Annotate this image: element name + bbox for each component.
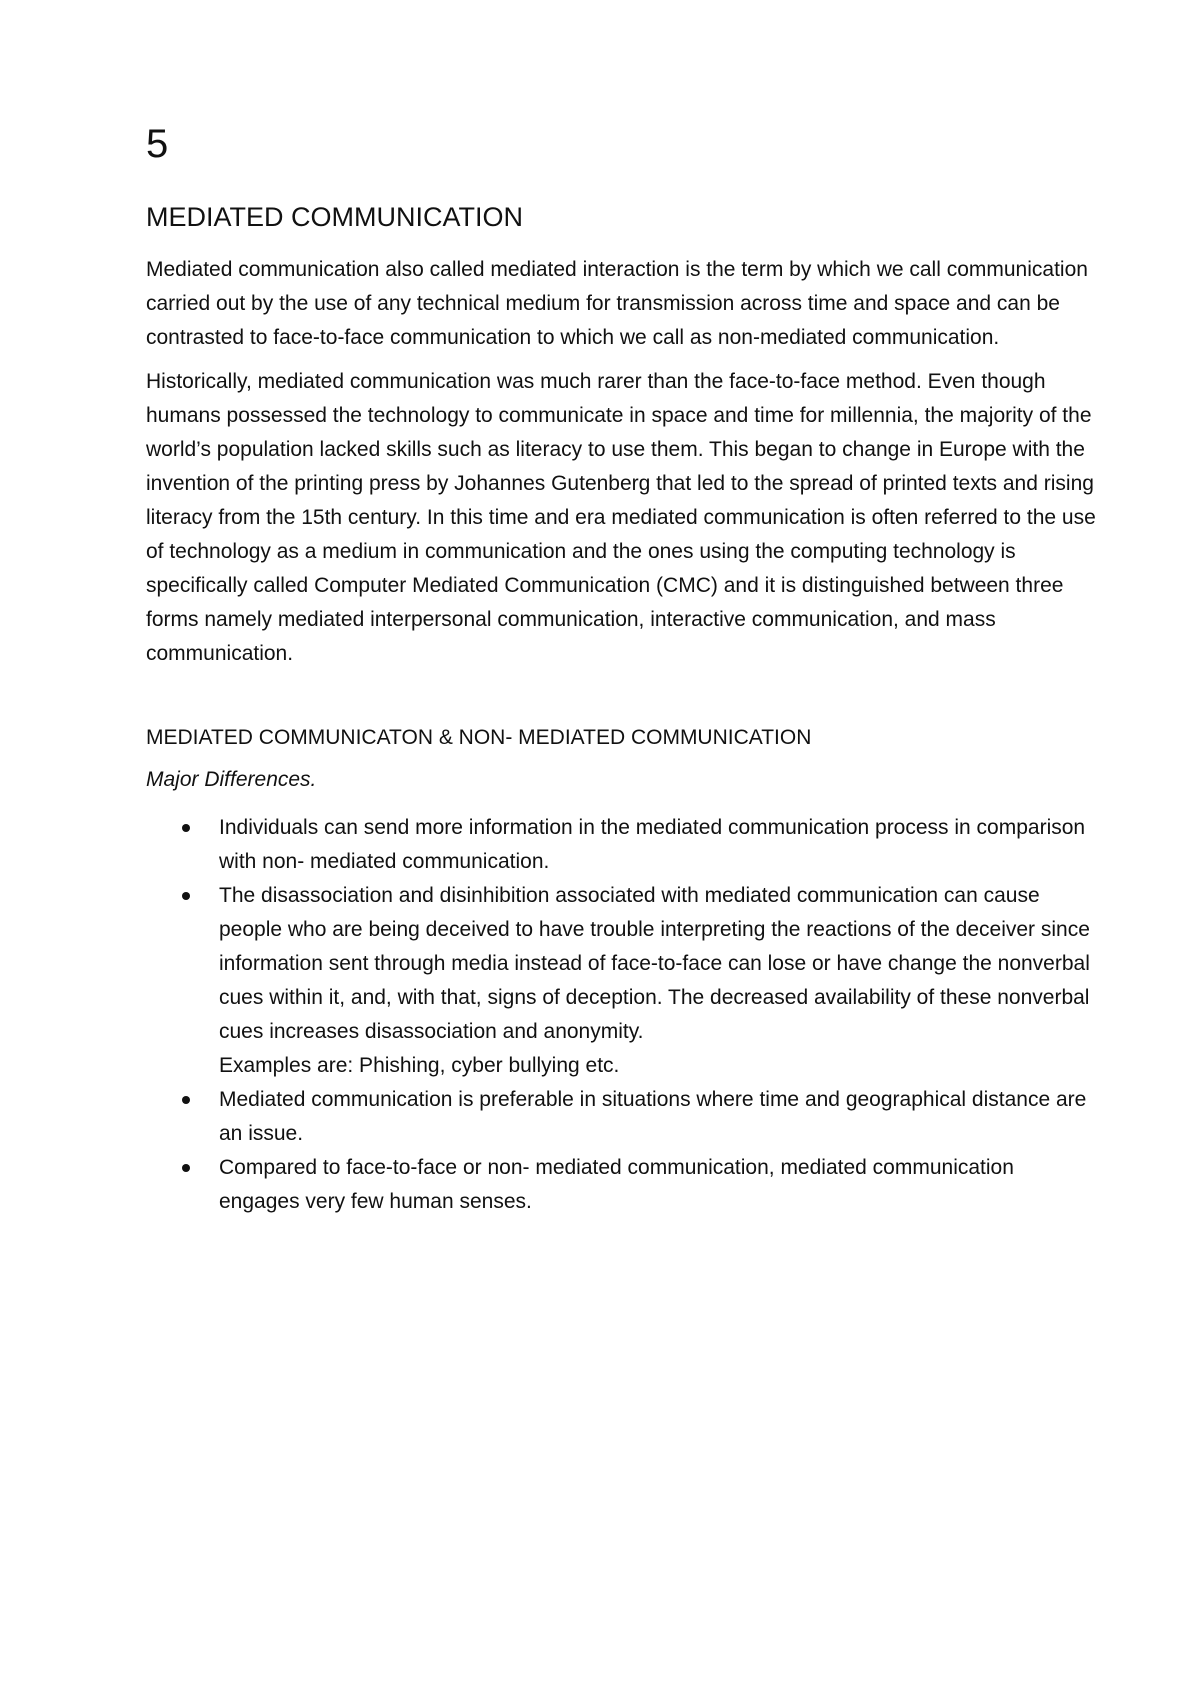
bullet-dot-icon [182,824,190,832]
history-paragraph: Historically, mediated communication was much rarer than the face-to-face method. Even though humans possessed the technology to communicate in space and time for millennia, the majority of the world’s population lacked skills such as literacy to use them. This began to change in Europe with the invention of the printing press by Johannes Gutenberg that led to the spread of printed texts and rising literacy from the 15th century. In this time and era mediated communication is often referred to the use of technology as a medium in communication and the ones using the computing technology is specifically called Computer Mediated Communication (CMC) and it is distinguished between three forms namely mediated interpersonal communication, interactive communication, and mass communication. [146,370,1096,665]
bullet-dot-icon [182,1164,190,1172]
page-content [146,118,1096,1219]
differences-list [146,811,1096,1219]
section-heading: MEDIATED COMMUNICATON & NON- MEDIATED COMMUNICATION [146,726,812,749]
list-item [146,879,1096,1083]
bullet-dot-icon [182,1096,190,1104]
list-item-text: The disassociation and disinhibition associated with mediated communication can cause people who are being deceived to have trouble interpreting the reactions of the deceiver since information sent through media instead of face-to-face can lose or have change the nonverbal cues within it, and, with that, signs of deception. The decreased availability of these nonverbal cues increases disassociation and anonymity. [219,884,1090,1043]
bullet-dot-icon [182,892,190,900]
list-item [146,1151,1096,1219]
list-item-text: Compared to face-to-face or non- mediated communication, mediated communication engages very few human senses. [219,1156,1014,1213]
list-item-text: Mediated communication is preferable in situations where time and geographical distance are an issue. [219,1088,1087,1145]
intro-paragraph: Mediated communication also called mediated interaction is the term by which we call communication carried out by the use of any technical medium for transmission across time and space and can be contrasted to face-to-face communication to which we call as non-mediated communication. [146,258,1088,349]
list-item [146,1083,1096,1151]
list-item [146,811,1096,879]
chapter-title: MEDIATED COMMUNICATION [146,202,523,232]
chapter-number: 5 [146,122,169,166]
list-item-text: Individuals can send more information in the mediated communication process in comparison with non- mediated communication. [219,816,1086,873]
section-subheading: Major Differences. [146,768,317,791]
list-item-examples: Examples are: Phishing, cyber bullying etc. [219,1054,620,1077]
